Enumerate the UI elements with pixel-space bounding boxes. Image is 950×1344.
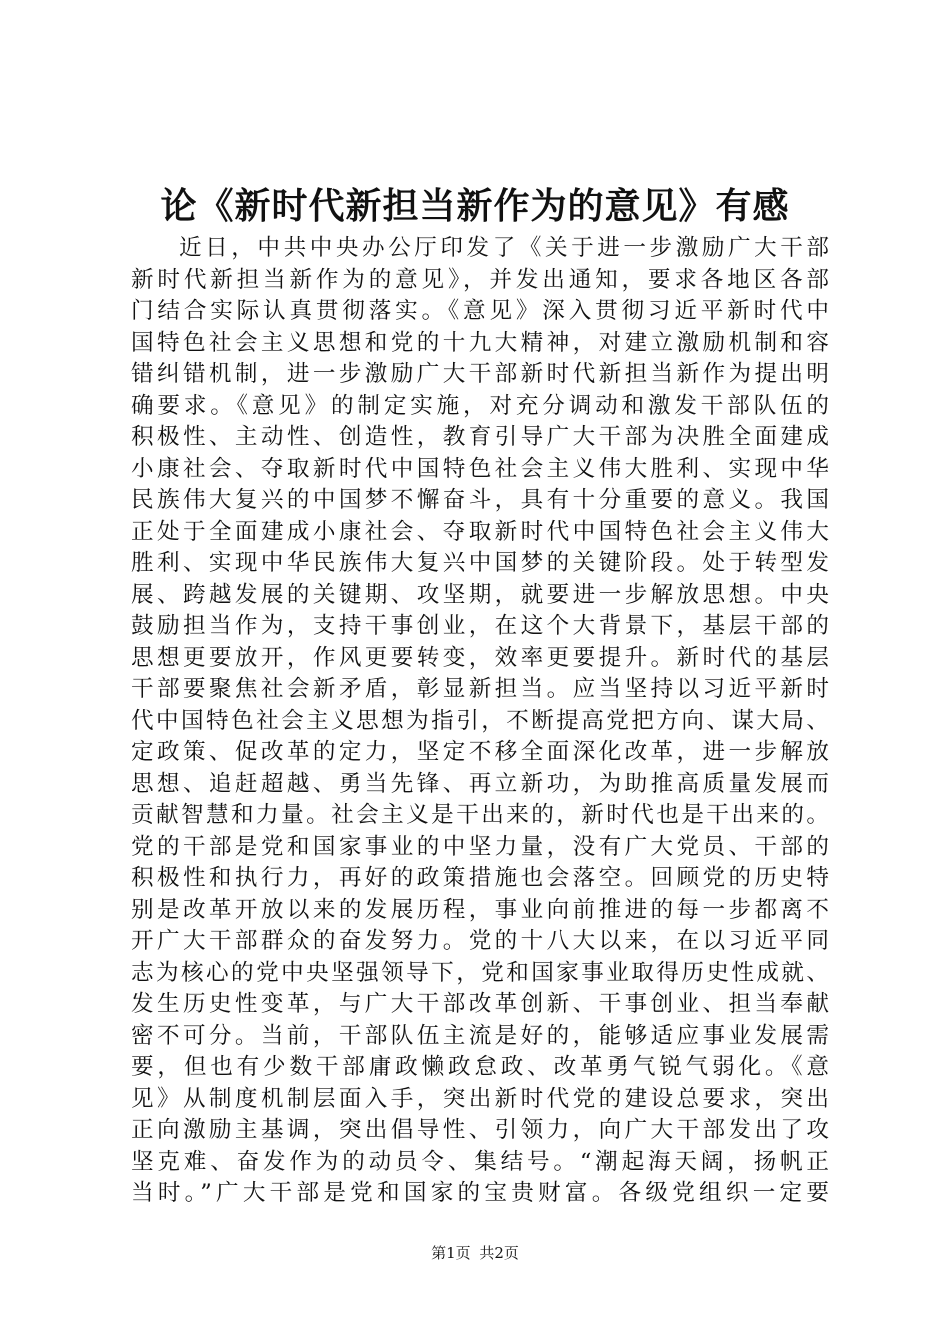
document-title: 论《新时代新担当新作为的意见》有感 bbox=[160, 185, 790, 227]
body-line: 展、跨越发展的关键期、攻坚期，就要进一步解放思想。中央 bbox=[131, 581, 829, 608]
body-line: 民族伟大复兴的中国梦不懈奋斗，具有十分重要的意义。我国 bbox=[131, 487, 829, 513]
body-line: 贡献智慧和力量。社会主义是干出来的，新时代也是干出来的。 bbox=[131, 802, 829, 828]
body-line: 小康社会、夺取新时代中国特色社会主义伟大胜利、实现中华 bbox=[131, 455, 829, 482]
body-line: 开广大干部群众的奋发努力。党的十八大以来，在以习近平同 bbox=[131, 928, 829, 954]
page-total: 共2页 bbox=[479, 1244, 519, 1262]
body-line: 积极性和执行力，再好的政策措施也会落空。回顾党的历史特 bbox=[131, 865, 829, 891]
page-footer bbox=[0, 1243, 950, 1263]
body-line: 党的干部是党和国家事业的中坚力量，没有广大党员、干部的 bbox=[131, 833, 829, 860]
body-line: 鼓励担当作为，支持干事创业，在这个大背景下，基层干部的 bbox=[131, 613, 829, 639]
document-body bbox=[131, 233, 829, 1210]
body-line: 正处于全面建成小康社会、夺取新时代中国特色社会主义伟大 bbox=[131, 518, 829, 545]
body-line: 当时。”广大干部是党和国家的宝贵财富。各级党组织一定要 bbox=[131, 1180, 829, 1206]
body-line: 门结合实际认真贯彻落实。《意见》深入贯彻习近平新时代中 bbox=[131, 298, 829, 324]
body-line: 定政策、促改革的定力，坚定不移全面深化改革，进一步解放 bbox=[131, 739, 829, 765]
body-line: 近日，中共中央办公厅印发了《关于进一步激励广大干部 bbox=[179, 235, 829, 261]
page-number: 第1页 bbox=[431, 1244, 471, 1262]
body-line: 错纠错机制，进一步激励广大干部新时代新担当新作为提出明 bbox=[131, 361, 829, 387]
body-line: 国特色社会主义思想和党的十九大精神，对建立激励机制和容 bbox=[131, 329, 829, 356]
body-line: 坚克难、奋发作为的动员令、集结号。“潮起海天阔，扬帆正 bbox=[131, 1148, 829, 1175]
body-line: 代中国特色社会主义思想为指引，不断提高党把方向、谋大局、 bbox=[131, 707, 829, 734]
body-line: 思想、追赶超越、勇当先锋、再立新功，为助推高质量发展而 bbox=[131, 770, 829, 797]
body-line: 干部要聚焦社会新矛盾，彰显新担当。应当坚持以习近平新时 bbox=[131, 676, 829, 702]
body-line: 胜利、实现中华民族伟大复兴中国梦的关键阶段。处于转型发 bbox=[131, 550, 829, 576]
body-line: 别是改革开放以来的发展历程，事业向前推进的每一步都离不 bbox=[131, 896, 829, 923]
body-line: 思想更要放开，作风更要转变，效率更要提升。新时代的基层 bbox=[131, 644, 829, 671]
body-line: 确要求。《意见》的制定实施，对充分调动和激发干部队伍的 bbox=[131, 392, 829, 419]
body-line: 密不可分。当前，干部队伍主流是好的，能够适应事业发展需 bbox=[131, 1022, 829, 1049]
body-line: 积极性、主动性、创造性，教育引导广大干部为决胜全面建成 bbox=[131, 424, 829, 450]
body-line: 见》从制度机制层面入手，突出新时代党的建设总要求，突出 bbox=[131, 1085, 829, 1112]
body-line: 志为核心的党中央坚强领导下，党和国家事业取得历史性成就、 bbox=[131, 959, 829, 986]
body-line: 要，但也有少数干部庸政懒政怠政、改革勇气锐气弱化。《意 bbox=[131, 1054, 829, 1080]
body-line: 正向激励主基调，突出倡导性、引领力，向广大干部发出了攻 bbox=[131, 1117, 829, 1143]
body-line: 发生历史性变革，与广大干部改革创新、干事创业、担当奉献 bbox=[131, 991, 829, 1017]
body-line: 新时代新担当新作为的意见》，并发出通知，要求各地区各部 bbox=[131, 266, 829, 293]
